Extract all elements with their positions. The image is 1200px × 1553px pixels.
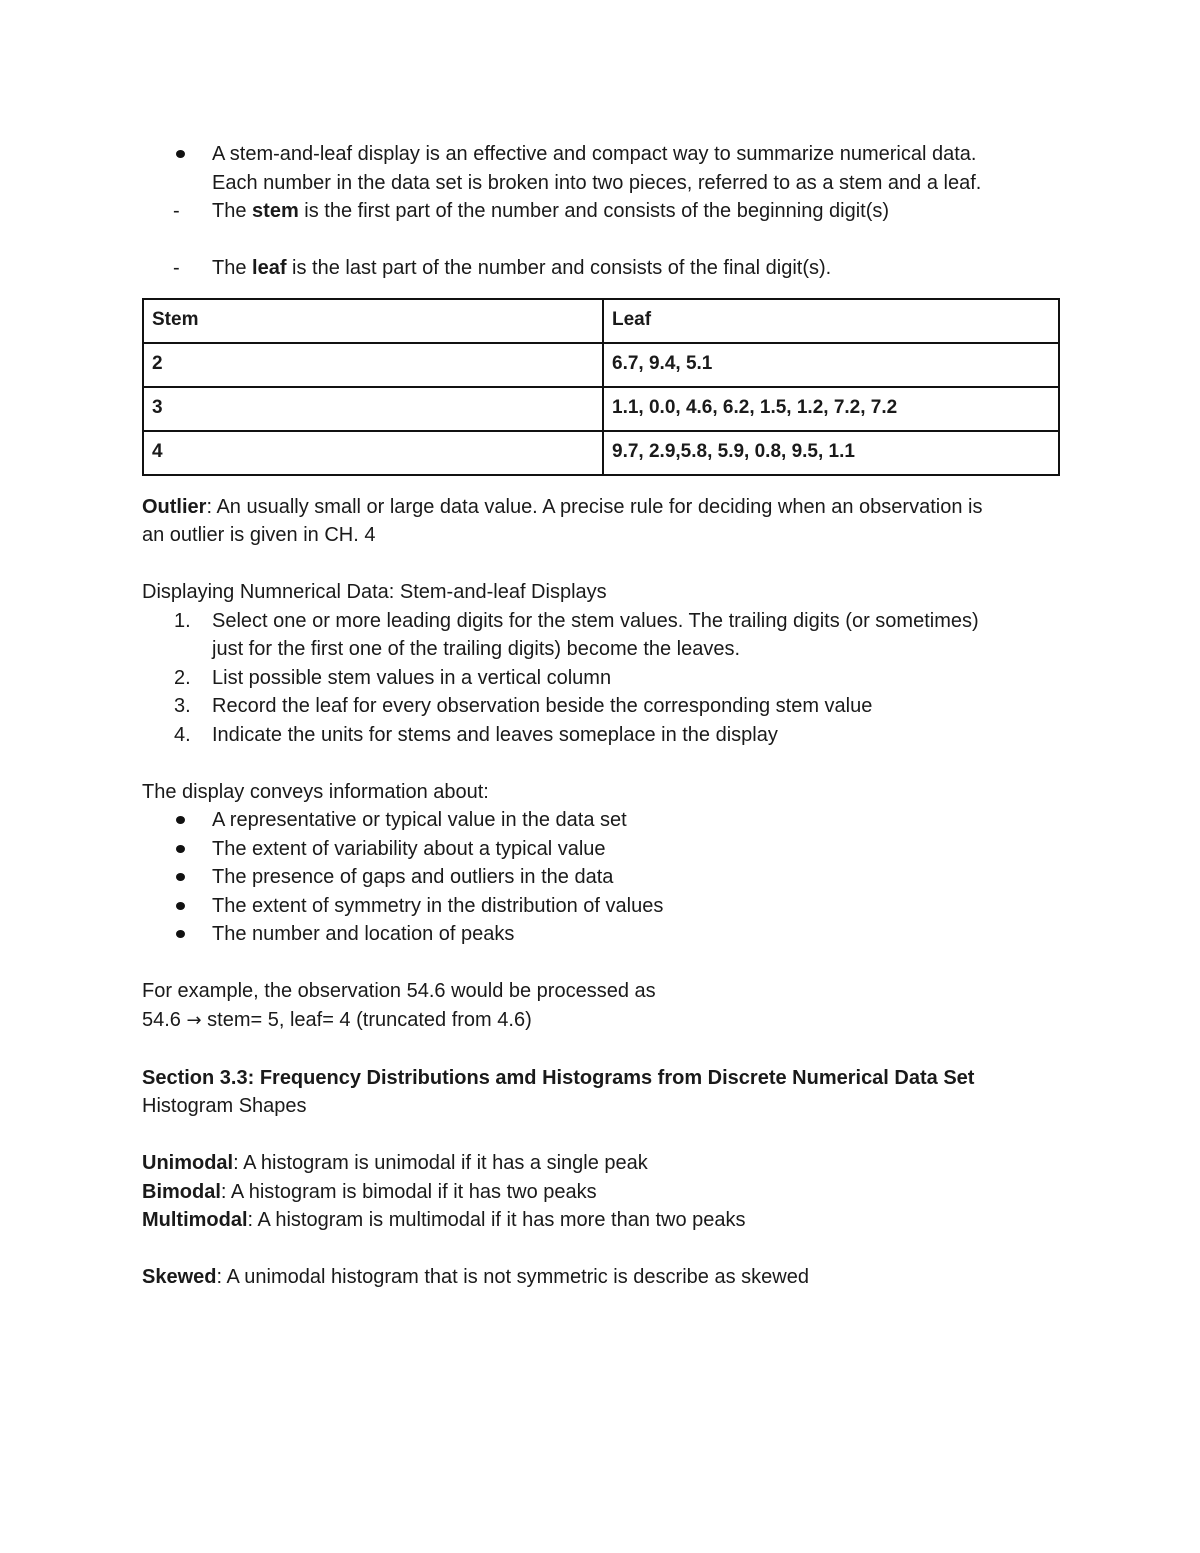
bullet-dot-icon — [176, 845, 185, 853]
header-stem: Stem — [143, 299, 603, 343]
shape-def: : A histogram is unimodal if it has a single peak — [233, 1152, 648, 1174]
section-heading — [142, 1064, 1062, 1093]
skewed-term: Skewed — [142, 1266, 217, 1288]
list-item — [142, 806, 1062, 835]
stem-definition — [142, 197, 1062, 226]
example-result: stem= 5, leaf= 4 (truncated from 4.6) — [201, 1008, 532, 1031]
leaf-cell: 1.1, 0.0, 4.6, 6.2, 1.5, 1.2, 7.2, 7.2 — [603, 387, 1059, 431]
section-subtitle: Histogram Shapes — [142, 1095, 307, 1117]
example-line1: For example, the observation 54.6 would be processed as — [142, 980, 656, 1002]
table-row — [143, 343, 1059, 387]
section-heading-text: Section 3.3: Frequency Distributions amd Histograms from Discrete Numerical Data Set — [142, 1066, 975, 1089]
intro-bullet-line2: Each number in the data set is broken into two pieces, referred to as a stem and a leaf. — [212, 171, 982, 194]
conveys-title: The display conveys information about: — [142, 780, 489, 803]
table-header-row — [143, 299, 1059, 343]
shape-term: Multimodal — [142, 1209, 248, 1231]
leaf-def-post: is the last part of the number and consists of the final digit(s). — [286, 257, 832, 279]
right-arrow-icon: → — [186, 1009, 202, 1031]
intro-bullet — [142, 140, 1062, 169]
step-text-cont: just for the first one of the trailing digits) become the leaves. — [212, 638, 741, 660]
intro-bullet-line1: A stem-and-leaf display is an effective and compact way to summarize numerical data. — [212, 143, 977, 165]
shape-term: Bimodal — [142, 1180, 221, 1203]
step-text: List possible stem values in a vertical column — [212, 666, 612, 689]
leaf-cell: 6.7, 9.4, 5.1 — [603, 343, 1059, 387]
skewed-def: : A unimodal histogram that is not symmetric is describe as skewed — [216, 1266, 809, 1288]
stem-leaf-table — [142, 298, 1060, 476]
conveys-item: A representative or typical value in the data set — [212, 809, 627, 831]
list-item — [142, 692, 1062, 721]
table-row — [143, 387, 1059, 431]
outlier-term: Outlier — [142, 495, 207, 518]
list-number: 4. — [174, 723, 191, 746]
list-item — [142, 863, 1062, 892]
skewed-definition — [142, 1263, 1062, 1292]
list-item — [142, 607, 1062, 636]
header-leaf: Leaf — [603, 299, 1059, 343]
outlier-continuation — [142, 521, 1062, 550]
example-value: 54.6 — [142, 1008, 187, 1031]
list-number: 1. — [174, 609, 191, 632]
example-line2 — [142, 1006, 1062, 1036]
shape-definition — [142, 1149, 1062, 1178]
bullet-dot-icon — [176, 930, 185, 938]
list-item-continuation — [142, 635, 1062, 664]
list-number: 2. — [174, 666, 191, 689]
stem-term: stem — [252, 200, 299, 222]
intro-bullet-continuation — [142, 169, 1062, 198]
shape-definition — [142, 1178, 1062, 1207]
outlier-definition — [142, 493, 1062, 522]
stem-def-pre: The — [212, 200, 253, 222]
stem-cell: 3 — [143, 387, 603, 431]
table-row — [143, 431, 1059, 475]
conveys-item: The number and location of peaks — [212, 923, 515, 945]
shape-term: Unimodal — [142, 1152, 234, 1174]
stem-cell: 4 — [143, 431, 603, 475]
list-item — [142, 892, 1062, 921]
leaf-cell: 9.7, 2.9,5.8, 5.9, 0.8, 9.5, 1.1 — [603, 431, 1059, 475]
conveys-item: The extent of variability about a typical value — [212, 837, 606, 860]
conveys-item: The presence of gaps and outliers in the data — [212, 866, 614, 888]
step-text: Record the leaf for every observation beside the corresponding stem value — [212, 695, 873, 717]
conveys-item: The extent of symmetry in the distribution of values — [212, 894, 664, 917]
step-text: Select one or more leading digits for the stem values. The trailing digits (or sometimes) — [212, 609, 979, 632]
outlier-line2: an outlier is given in CH. 4 — [142, 524, 376, 546]
bullet-dot-icon — [176, 902, 185, 910]
list-item — [142, 920, 1062, 949]
list-item — [142, 721, 1062, 750]
stem-cell: 2 — [143, 343, 603, 387]
leaf-definition — [142, 254, 1062, 283]
shape-def: : A histogram is multimodal if it has more than two peaks — [247, 1209, 746, 1231]
bullet-dot-icon — [176, 873, 185, 881]
stem-def-post: is the first part of the number and consists of the beginning digit(s) — [298, 200, 890, 222]
step-text: Indicate the units for stems and leaves someplace in the display — [212, 723, 778, 746]
document-page — [142, 140, 1062, 1292]
leaf-def-pre: The — [212, 257, 253, 279]
displaying-title: Displaying Numnerical Data: Stem-and-leaf Displays — [142, 581, 607, 603]
dash-marker: - — [173, 257, 180, 279]
shape-definition — [142, 1206, 1062, 1235]
outlier-line1: : An usually small or large data value. A precise rule for deciding when an observation is — [206, 495, 983, 518]
shape-def: : A histogram is bimodal if it has two peaks — [220, 1180, 597, 1203]
list-item — [142, 835, 1062, 864]
list-number: 3. — [174, 695, 191, 717]
bullet-dot-icon — [176, 816, 185, 824]
bullet-dot-icon — [176, 150, 185, 158]
list-item — [142, 664, 1062, 693]
leaf-term: leaf — [252, 257, 287, 279]
dash-marker: - — [173, 200, 180, 222]
